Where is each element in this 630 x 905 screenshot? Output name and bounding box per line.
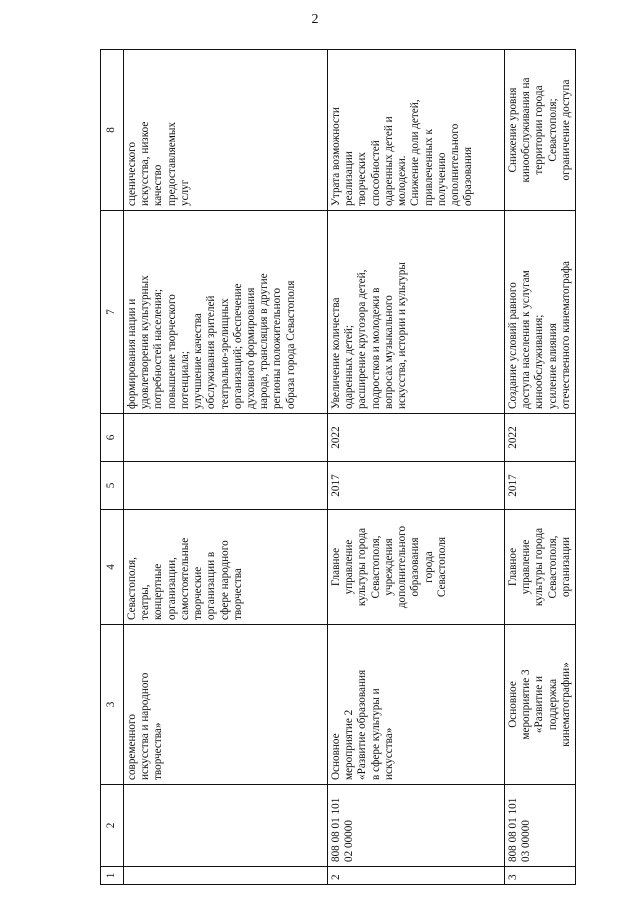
row-code: 808 08 01 101 03 00000	[505, 785, 576, 867]
row-consequences: сценического искусства, низкое качество предоставляемых услуг	[124, 50, 328, 211]
row-result: Увеличение количества одаренных детей; расширение кругозора детей, подростков и молодежи в вопросах музыкального искусства, истории и культуры	[328, 211, 505, 414]
row-number	[124, 867, 328, 885]
row-result: формирования нации и удовлетворения культурных потребностей населения; повышение творческого потенциала; улучшение качества обслуживания зрителей театрально-зрелищных организаций; обеспечение духовного формирования народа, трансляция в другие регионы положительного образа города Севастополя	[124, 211, 328, 414]
program-table	[100, 49, 576, 885]
header-row	[101, 50, 124, 885]
col-header-1: 1	[101, 867, 124, 885]
col-header-2: 2	[101, 785, 124, 867]
row-event: Основное мероприятие 2 «Развитие образования в сфере культуры и искусства»	[328, 625, 505, 785]
row-start-year: 2017	[505, 462, 576, 510]
row-number: 2	[328, 867, 505, 885]
row-event: Основное мероприятие 3 «Развитие и поддержка кинематографии»	[505, 625, 576, 785]
row-consequences: Утрата возможности реализации творческих способностей одаренных детей и молодежи. Снижение доли детей, привлеченных к получению дополнительного образования	[328, 50, 505, 211]
col-header-5: 5	[101, 462, 124, 510]
row-number: 3	[505, 867, 576, 885]
col-header-7: 7	[101, 211, 124, 414]
row-code: 808 08 01 101 02 00000	[328, 785, 505, 867]
row-code	[124, 785, 328, 867]
table-row	[328, 50, 505, 885]
col-header-6: 6	[101, 414, 124, 462]
row-consequences: Снижение уровня кинообслуживания на территории города Севастополя; ограничение доступа	[505, 50, 576, 211]
rotated-table-container	[100, 50, 572, 885]
row-executor: Главное управление культуры города Севастополя, организации	[505, 510, 576, 625]
col-header-4: 4	[101, 510, 124, 625]
table-row	[505, 50, 576, 885]
row-event: современного искусства и народного творчества»	[124, 625, 328, 785]
row-executor: Главное управление культуры города Севастополя, учреждения дополнительного образования города Севастополя	[328, 510, 505, 625]
row-start-year	[124, 462, 328, 510]
row-end-year	[124, 414, 328, 462]
col-header-8: 8	[101, 50, 124, 211]
row-start-year: 2017	[328, 462, 505, 510]
row-end-year: 2022	[328, 414, 505, 462]
row-result: Создание условий равного доступа населения к услугам кинообслуживания; усиление влияния отечественного кинематографа	[505, 211, 576, 414]
table-row	[124, 50, 328, 885]
page-number: 2	[311, 12, 319, 27]
row-end-year: 2022	[505, 414, 576, 462]
col-header-3: 3	[101, 625, 124, 785]
row-executor: Севастополя, театры, концертные организации, самостоятельные творческие организации в сфере народного творчества	[124, 510, 328, 625]
